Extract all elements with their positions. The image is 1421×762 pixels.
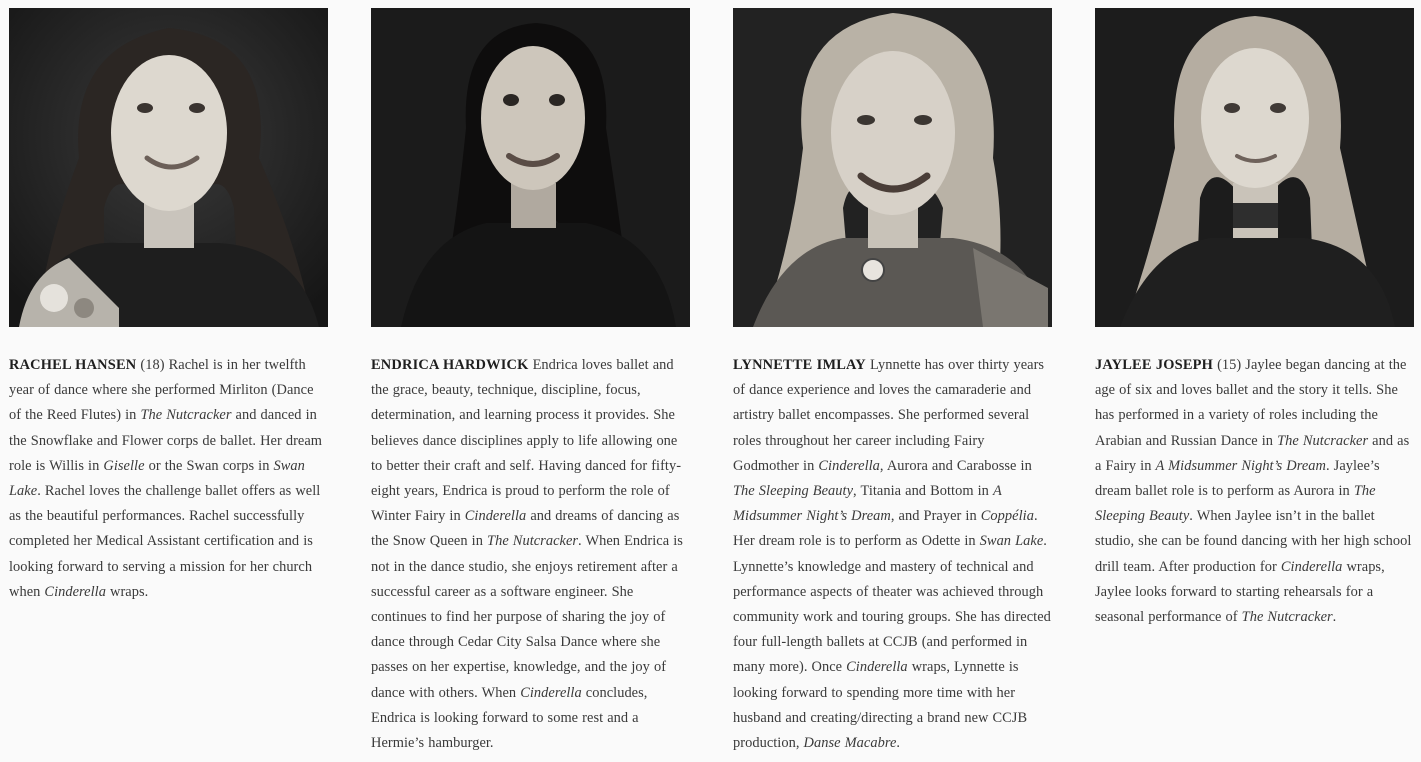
work-title: Giselle xyxy=(103,457,145,474)
work-title: The Sleeping Beauty xyxy=(1095,483,1376,525)
bio-text: wraps, Lynnette is looking forward to spending more time with her husband and creating/directing a brand new CCJB production, xyxy=(733,659,1028,752)
portrait-photo xyxy=(733,8,1052,327)
bio-text: . xyxy=(896,735,901,752)
bio-body xyxy=(9,357,322,600)
work-title: Cinderella xyxy=(1280,558,1343,575)
bio-text: wraps. xyxy=(105,583,149,600)
bio-text: . When Endrica is not in the dance studio, she enjoys retirement after a successful career as a software engineer. She continues to find her purpose of sharing the joy of dance through Cedar City Salsa Dance where she passes on her expertise, knowledge, and the joy of dance with others. When xyxy=(371,533,683,701)
portrait-photo xyxy=(9,8,328,327)
work-title: The Nutcracker xyxy=(487,533,579,550)
portrait-photo xyxy=(371,8,690,327)
work-title: Swan Lake xyxy=(9,457,305,500)
work-title: Cinderella xyxy=(818,457,880,474)
cast-bio-text xyxy=(9,353,328,605)
work-title: Coppélia xyxy=(980,508,1034,525)
cast-member-name: JAYLEE JOSEPH xyxy=(1095,357,1214,373)
work-title: Cinderella xyxy=(44,583,106,600)
work-title: The Nutcracker xyxy=(1241,609,1333,626)
bio-text: concludes, Endrica is looking forward to some rest and a Hermie’s hamburger. xyxy=(371,684,648,752)
bio-text: and dreams of dancing as the Snow Queen in xyxy=(371,508,680,550)
cast-card-rachel-hansen xyxy=(9,8,328,756)
bio-text: . Jaylee’s dream ballet role is to perform as Aurora in xyxy=(1095,457,1380,500)
work-title: Cinderella xyxy=(846,659,908,676)
work-title: The Nutcracker xyxy=(1277,432,1369,449)
work-title: The Nutcracker xyxy=(140,407,232,424)
work-title: A Midsummer Night’s Dream xyxy=(1155,457,1326,474)
cast-member-name: RACHEL HANSEN xyxy=(9,357,137,373)
work-title: The Sleeping Beauty xyxy=(733,483,854,500)
bio-text: . Lynnette’s knowledge and mastery of technical and performance aspects of theater was achieved through community work and touring groups. She has directed four full-length ballets at CCJB (and performed in many more). Once xyxy=(733,533,1051,676)
bio-text: and as a Fairy in xyxy=(1095,432,1410,474)
bio-body xyxy=(733,357,1051,751)
cast-card-jaylee-joseph xyxy=(1095,8,1414,756)
work-title: Cinderella xyxy=(520,684,582,701)
bio-text: , Titania and Bottom in xyxy=(853,483,993,500)
bio-text: , and Prayer in xyxy=(890,508,981,525)
bio-text: (18) Rachel is in her twelfth year of dance where she performed Mirliton (Dance of the Reed Flutes) in xyxy=(9,357,314,424)
cast-card-endrica-hardwick xyxy=(371,8,690,756)
bio-text: . When Jaylee isn’t in the ballet studio, she can be found dancing with her high school drill team. After production for xyxy=(1095,508,1412,575)
cast-card-lynnette-imlay xyxy=(733,8,1052,756)
cast-bio-text xyxy=(371,353,690,756)
bio-body xyxy=(371,357,683,751)
bio-text: or the Swan corps in xyxy=(144,457,274,474)
work-title: Cinderella xyxy=(464,508,527,525)
cast-bios-grid xyxy=(9,8,1413,756)
bio-body xyxy=(1095,357,1411,625)
bio-text: . Her dream role is to perform as Odette in xyxy=(733,508,1038,550)
bio-text: . xyxy=(1332,609,1337,626)
bio-text: (15) Jaylee began dancing at the age of six and loves ballet and the story it tells. She has performed in a variety of roles including the Arabian and Russian Dance in xyxy=(1095,357,1407,449)
cast-member-name: ENDRICA HARDWICK xyxy=(371,357,529,373)
work-title: A Midsummer Night’s Dream xyxy=(733,483,1002,525)
bio-text: Lynnette has over thirty years of dance experience and loves the camaraderie and artistry ballet encompasses. She performed several roles throughout her career including Fairy Godmother in xyxy=(733,357,1045,474)
cast-member-name: LYNNETTE IMLAY xyxy=(733,357,866,373)
bio-text: . Rachel loves the challenge ballet offers as well as the beautiful performances. Rachel successfully completed her Medical Assistant certification and is looking forward to serving a mission for her church when xyxy=(9,483,321,600)
bio-text: and danced in the Snowflake and Flower corps de ballet. Her dream role is Willis in xyxy=(9,407,323,474)
bio-text: , Aurora and Carabosse in xyxy=(879,457,1032,474)
work-title: Swan Lake xyxy=(979,533,1044,550)
cast-bio-text xyxy=(1095,353,1414,630)
portrait-photo xyxy=(1095,8,1414,327)
cast-bio-text xyxy=(733,353,1052,756)
work-title: Danse Macabre xyxy=(803,735,897,752)
bio-text: Endrica loves ballet and the grace, beauty, technique, discipline, focus, determination, and learning process it provides. She believes dance disciplines apply to life allowing one to better their craft and self. Having danced for fifty-eight years, Endrica is proud to perform the role of Winter Fairy in xyxy=(371,357,682,525)
bio-text: wraps, Jaylee looks forward to starting rehearsals for a seasonal performance of xyxy=(1095,558,1385,626)
